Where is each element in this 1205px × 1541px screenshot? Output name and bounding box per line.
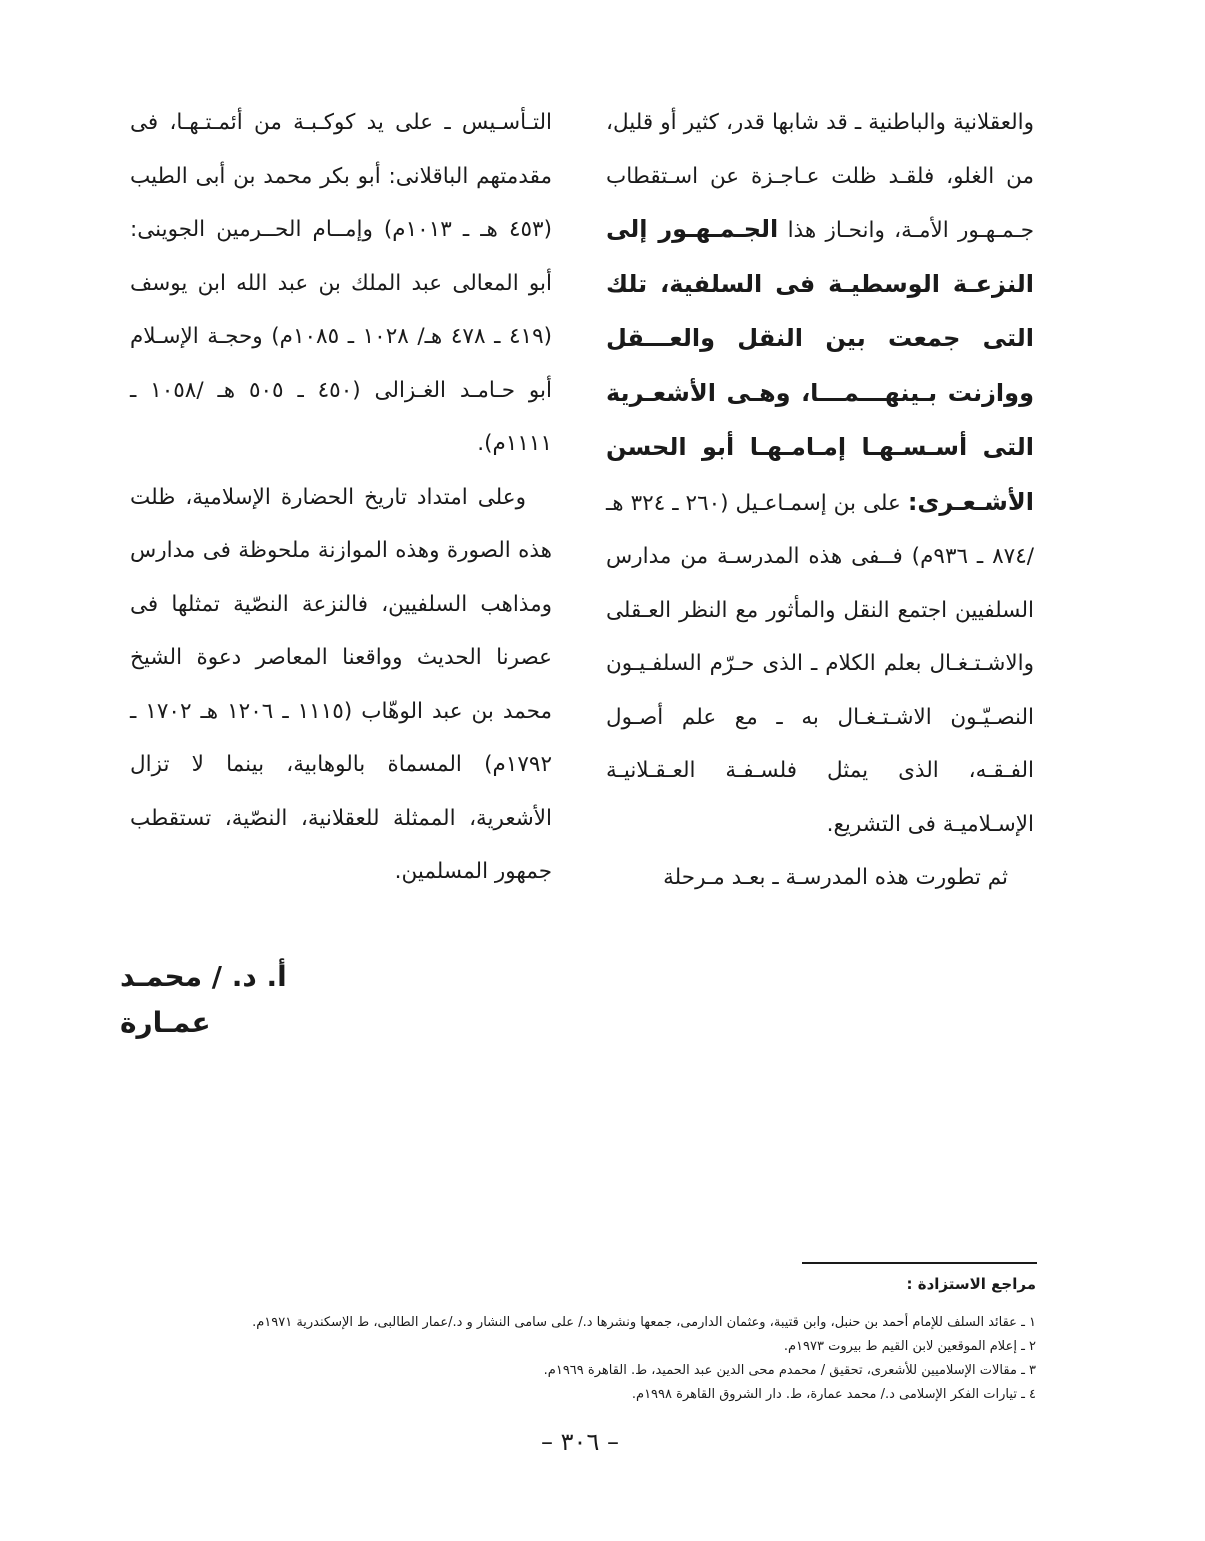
footnote-separator <box>802 1262 1037 1264</box>
footnote-item: ٤ ـ تيارات الفكر الإسلامى د./ محمد عمارة، ط. دار الشروق القاهرة ١٩٩٨م. <box>631 1387 1036 1402</box>
footnote-item: ٣ ـ مقالات الإسلاميين للأشعرى، تحقيق / محمدم محى الدين عبد الحميد، ط. القاهرة ١٩٦٩م. <box>543 1363 1036 1378</box>
right-paragraph-1-rest: على بن إسمـاعـيل (٢٦٠ ـ ٣٢٤ هـ /٨٧٤ ـ ٩٣٦م) فــفى هذه المدرسـة من مدارس السلفيين اجتمع النقل والمأثور مع النظر العـقلى والاشـتـغـال بعلم الكلام ـ الذى حـرّم السلفـيـون النصـيّـون الاشـتـغـال به ـ مع علم أصـول الفـقـه، الذى يمثل فلسـفـة العـقـلانيـة الإسـلاميـة فى التشريع. <box>606 490 1035 837</box>
right-text-column <box>606 96 1034 905</box>
footnote-item: ١ ـ عقائد السلف للإمام أحمد بن حنبل، وابن قتيبة، وعثمان الدارمى، جمعها ونشرها د./ على سامى النشار و د./عمار الطالبى، ط الإسكندرية ١٩٧١م. <box>252 1315 1036 1330</box>
left-paragraph-2: وعلى امتداد تاريخ الحضارة الإسلامية، ظلت هذه الصورة وهذه الموازنة ملحوظة فى مدارس ومذاهب السلفيين، فالنزعة النصّية تمثلها فى عصرنا الحديث وواقعنا المعاصر دعوة الشيخ محمد بن عبد الوهّاب (١١١٥ ـ ١٢٠٦ هـ ١٧٠٢ ـ ١٧٩٢م) المسماة بالوهابية، بينما لا تزال الأشعرية، الممثلة للعقلانية، النصّية، تستقطب جمهور المسلمين. <box>130 484 553 884</box>
left-text-column <box>130 96 552 899</box>
right-paragraph-1-bold: الجـمـهـور إلى النزعـة الوسطيـة فى السلفية، تلك التى جمعت بين النقل والعـــقل ووازنت بـينهـــمـــا، وهـى الأشعـرية التى أسـسـهـا إمـامـهـا أبو الحسن الأشـعـرى: <box>606 215 1035 516</box>
footnote-item: ٢ ـ إعلام الموقعين لابن القيم ط بيروت ١٩٧٣م. <box>783 1339 1036 1354</box>
footnotes-heading: مراجع الاستزادة : <box>906 1275 1036 1293</box>
right-paragraph-2: ثم تطورت هذه المدرسـة ـ بعـد مـرحلة <box>663 865 1008 890</box>
right-paragraph-1 <box>606 96 1034 851</box>
left-paragraph-1: التـأسـيس ـ على يد كوكـبـة من أئمـتـهـا، فى مقدمتهم الباقلانى: أبو بكر محمد بن أبى الطيب (٤٥٣ هـ ـ ١٠١٣م) وإمــام الحــرمين الجوينى: أبو المعالى عبد الملك بن عبد الله ابن يوسف (٤١٩ ـ ٤٧٨ هـ/ ١٠٢٨ ـ ١٠٨٥م) وحجـة الإسـلام أبو حـامـد الغـزالى (٤٥٠ ـ ٥٠٥ هـ /١٠٥٨ ـ ١١١١م). <box>130 110 553 456</box>
page-number: – ٣٠٦ – <box>541 1428 619 1456</box>
right-paragraph-1-intro: والعقلانية والباطنية ـ قد شابها قدر، كثير أو قليل، من الغلو، فلقـد ظلت عـاجـزة عن اسـتقطاب جـمـهـور الأمـة، وانحـاز هذا <box>606 110 1034 243</box>
footnotes-list <box>120 1311 1036 1407</box>
author-signature: أ. د. / محمـد عمـارة <box>120 960 287 1039</box>
